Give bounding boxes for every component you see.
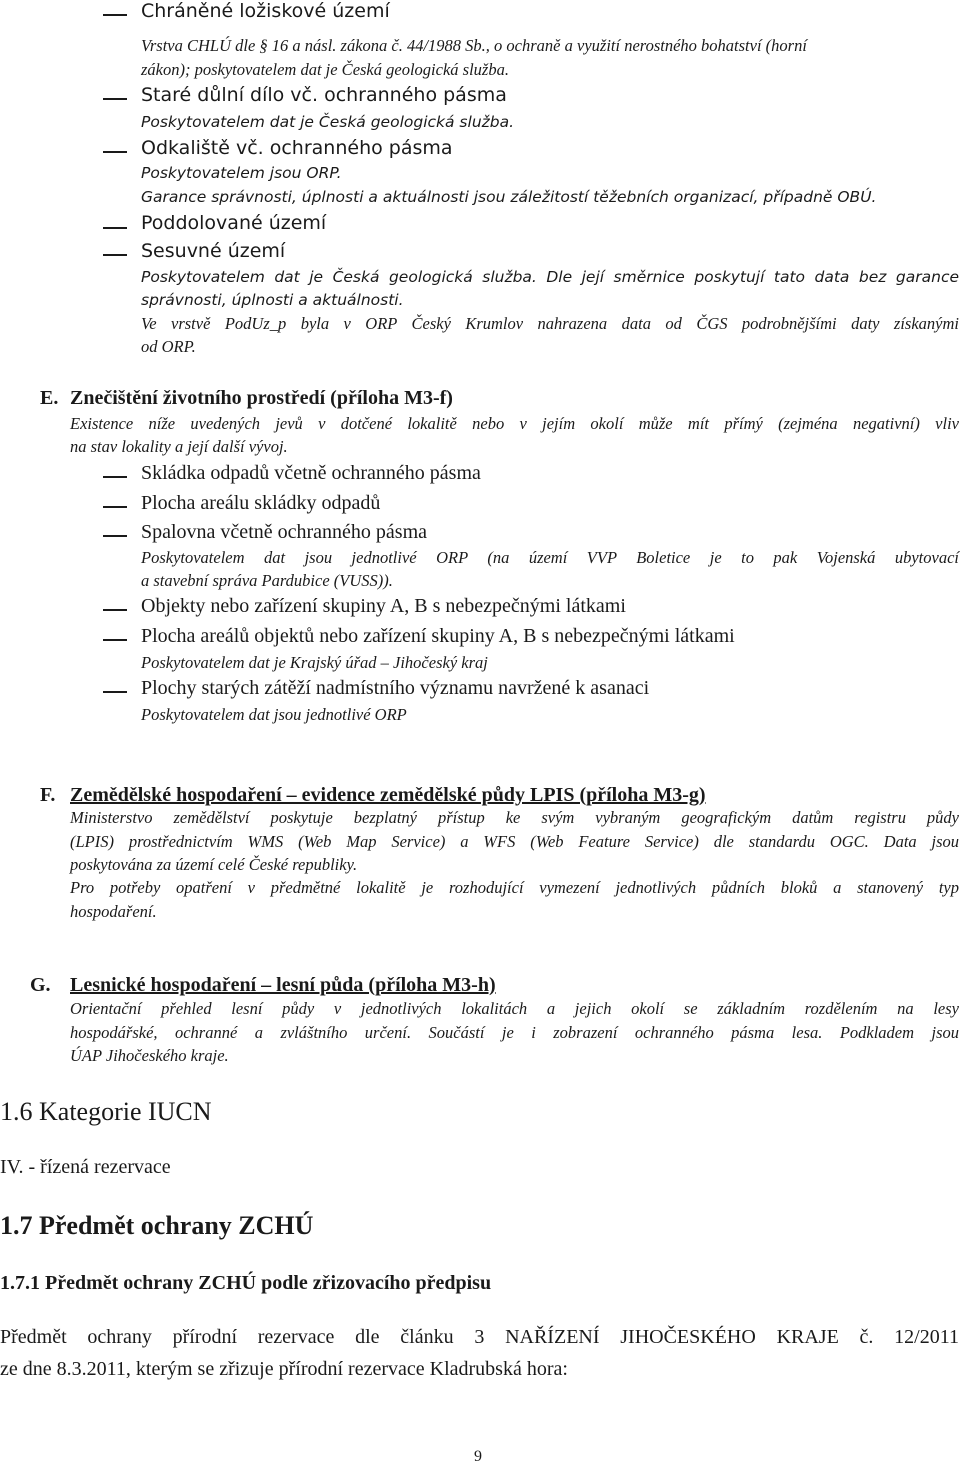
provider-note: Poskytovatelem dat je Krajský úřad – Jihočeský kraj: [141, 653, 488, 672]
poduz-note: od ORP.: [141, 337, 196, 356]
list-item-label: Spalovna včetně ochranného pásma: [141, 521, 428, 543]
predmet-paragraph: ze dne 8.3.2011, kterým se zřizuje přírodní rezervace Kladrubská hora:: [0, 1358, 568, 1380]
list-item-label: Plochy starých zátěží nadmístního významu navržené k asanaci: [141, 677, 650, 699]
dash-bullet: [103, 639, 127, 641]
dash-bullet: [103, 691, 127, 693]
list-item-label: Plocha areálu skládky odpadů: [141, 492, 381, 514]
page-number: 9: [474, 1448, 482, 1465]
dash-bullet: [103, 609, 127, 611]
list-item-label: Poddolované území: [141, 212, 327, 234]
note-line: zákon); poskytovatelem dat je Česká geologická služba.: [141, 60, 509, 79]
provider-note: správnosti, úplnosti a aktuálnosti.: [141, 291, 404, 309]
iucn-heading: 1.6 Kategorie IUCN: [0, 1097, 212, 1126]
section-paragraph: Ministerstvo zemědělství poskytuje bezplatný přístup ke svým vybraným geografickým datům registru půdy: [70, 808, 959, 827]
section-paragraph: poskytována za území celé České republiky.: [70, 855, 358, 874]
section-title: Zemědělské hospodaření – evidence zemědělské půdy LPIS (příloha M3-g): [70, 784, 706, 806]
section-paragraph: Orientační přehled lesní půdy v jednotlivých lokalitách a jejich okolí se základním rozdělením na lesy: [70, 999, 959, 1018]
section-paragraph: (LPIS) prostřednictvím WMS (Web Map Service) a WFS (Web Feature Service) dle standardu OGC. Data jsou: [70, 832, 959, 851]
provider-note: Poskytovatelem dat jsou jednotlivé ORP (na území VVP Boletice je to pak Vojenská ubytovací: [141, 548, 959, 567]
list-item-label: Sesuvné území: [141, 240, 286, 262]
list-item-label: Odkaliště vč. ochranného pásma: [141, 137, 453, 159]
dash-bullet: [103, 14, 127, 16]
section-letter: G.: [30, 974, 51, 996]
section-paragraph: ÚAP Jihočeského kraje.: [70, 1046, 229, 1065]
poduz-note: Ve vrstvě PodUz_p byla v ORP Český Krumlov nahrazena data od ČGS podrobnějšími daty získanými: [141, 314, 959, 333]
dash-bullet: [103, 254, 127, 256]
dash-bullet: [103, 535, 127, 537]
list-item-label: Chráněné ložiskové území: [141, 0, 390, 22]
predmet-heading: 1.7 Předmět ochrany ZCHÚ: [0, 1211, 314, 1240]
provider-note: Poskytovatelem dat je Česká geologická služba.: [141, 113, 515, 131]
dash-bullet: [103, 151, 127, 153]
section-title: Znečištění životního prostředí (příloha M3-f): [70, 387, 453, 409]
provider-note: Poskytovatelem jsou ORP.: [141, 164, 342, 182]
predmet-paragraph: Předmět ochrany přírodní rezervace dle článku 3 NAŘÍZENÍ JIHOČESKÉHO KRAJE č. 12/2011: [0, 1326, 959, 1348]
provider-note: a stavební správa Pardubice (VUSS)).: [141, 571, 393, 590]
guarantee-note: Garance správnosti, úplnosti a aktuálnosti jsou záležitostí těžebních organizací, případně OBÚ.: [141, 188, 877, 206]
list-item-label: Plocha areálů objektů nebo zařízení skupiny A, B s nebezpečnými látkami: [141, 625, 735, 647]
predmet-subheading: 1.7.1 Předmět ochrany ZCHÚ podle zřizovacího předpisu: [0, 1272, 492, 1294]
dash-bullet: [103, 506, 127, 508]
provider-note: Poskytovatelem dat je Česká geologická služba. Dle její směrnice poskytují tato data bez garance: [141, 268, 959, 286]
section-letter: E.: [40, 387, 59, 409]
section-paragraph: Pro potřeby opatření v předmětné lokalitě je rozhodující vymezení jednotlivých půdních bloků a stanovený typ: [70, 878, 959, 897]
list-item-label: Staré důlní dílo vč. ochranného pásma: [141, 84, 507, 106]
list-item-label: Objekty nebo zařízení skupiny A, B s nebezpečnými látkami: [141, 595, 626, 617]
list-item-label: Skládka odpadů včetně ochranného pásma: [141, 462, 481, 484]
section-letter: F.: [40, 784, 56, 806]
iucn-value: IV. - řízená rezervace: [0, 1156, 171, 1178]
section-paragraph: hospodářské, ochranné a zvláštního určení. Součástí je i zobrazení ochranného pásma lesa. Podkladem jsou: [70, 1023, 959, 1042]
section-paragraph: hospodaření.: [70, 902, 157, 921]
section-intro: Existence níže uvedených jevů v dotčené lokalitě nebo v jejím okolí může mít přímý (zejména negativní) vliv: [70, 414, 959, 433]
section-title: Lesnické hospodaření – lesní půda (příloha M3-h): [70, 974, 496, 996]
provider-note: Poskytovatelem dat jsou jednotlivé ORP: [141, 705, 407, 724]
dash-bullet: [103, 98, 127, 100]
dash-bullet: [103, 476, 127, 478]
note-line: Vrstva CHLÚ dle § 16 a násl. zákona č. 44/1988 Sb., o ochraně a využití nerostného bohatství (horní: [141, 36, 807, 55]
dash-bullet: [103, 227, 127, 229]
section-intro: na stav lokality a její další vývoj.: [70, 437, 288, 456]
